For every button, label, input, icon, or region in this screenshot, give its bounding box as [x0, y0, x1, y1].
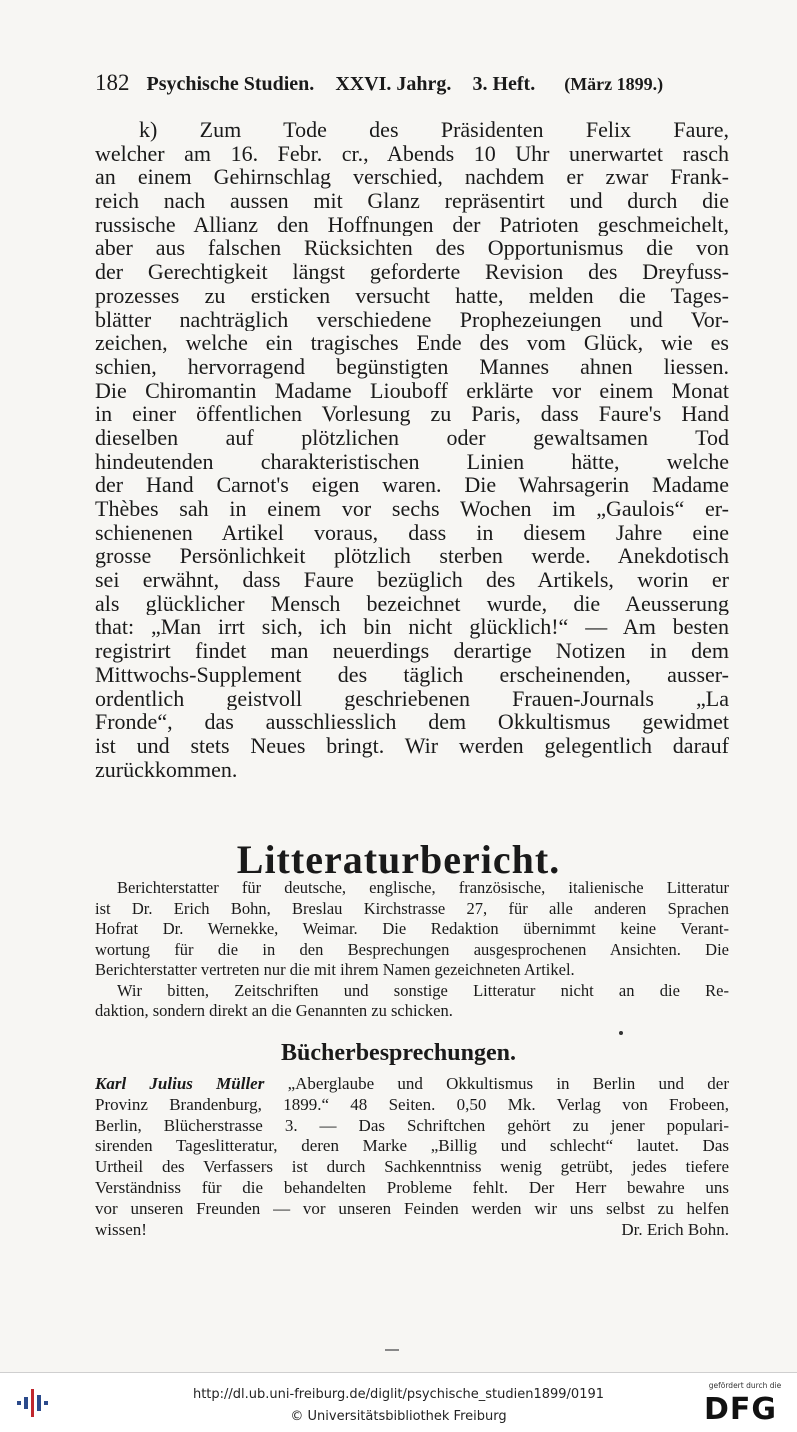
article-line: prozesses zu ersticken versucht hatte, melden die Tages-: [95, 283, 729, 308]
article-line: Fronde“, das ausschliesslich dem Okkultismus gewidmet: [95, 710, 729, 734]
funder-note: gefördert durch die: [708, 1381, 782, 1390]
page-number: 182: [95, 70, 130, 95]
review-line: Urtheil des Verfassers ist durch Sachkenntniss wenig getrübt, jedes tiefere: [95, 1157, 729, 1177]
article-line: der Hand Carnot's eigen waren. Die Wahrsagerin Madame: [95, 473, 729, 497]
review-line: [95, 1220, 729, 1241]
article-line: aber aus falschen Rücksichten des Opportunismus die von: [95, 236, 729, 261]
review-line: Verständniss für die behandelten Probleme fehlt. Der Herr bewahre uns: [95, 1177, 729, 1197]
article-line: hindeutenden charakteristischen Linien hätte, welche: [95, 449, 729, 474]
permalink[interactable]: http://dl.ub.uni-freiburg.de/diglit/psychische_studien1899/0191: [192, 1387, 605, 1402]
article-line: russische Allianz den Hoffnungen der Patrioten geschmeichelt,: [95, 212, 729, 237]
article-line: that: „Man irrt sich, ich bin nicht glücklich!“ — Am besten: [95, 615, 729, 640]
review-line: [95, 1074, 729, 1095]
issue: 3. Heft.: [472, 73, 536, 95]
subsection-title: Bücherbesprechungen.: [281, 1040, 516, 1066]
review-line: vor unseren Freunden — vor unseren Feinden werden wir uns selbst zu helfen: [95, 1198, 729, 1218]
article-line: Thèbes sah in einem vor sechs Wochen im „Gaulois“ er-: [95, 497, 729, 521]
note-line: wortung für die in den Besprechungen ausgesprochenen Ansichten. Die: [95, 939, 729, 959]
article-line: Die Chiromantin Madame Liouboff erklärte vor einem Monat: [95, 378, 729, 403]
article-line: Mittwochs-Supplement des täglich erscheinenden, ausser-: [95, 662, 729, 687]
section-title: Litteraturbericht.: [236, 837, 561, 882]
article-line: schienenen Artikel voraus, dass in diesem Jahre eine: [95, 520, 729, 545]
review-text: „Aberglaube und Okkultismus in Berlin und der: [287, 1074, 729, 1093]
article-line: ist und stets Neues bringt. Wir werden gelegentlich darauf: [95, 733, 729, 758]
editorial-note: [95, 878, 729, 1022]
review-signature: Dr. Erich Bohn.: [621, 1219, 729, 1239]
journal-title: Psychische Studien.: [146, 73, 315, 95]
article-line: welcher am 16. Febr. cr., Abends 10 Uhr unerwartet rasch: [95, 141, 729, 166]
article-line: zeichen, welche ein tragisches Ende des vom Glück, wie es: [95, 331, 729, 355]
note-line: ist Dr. Erich Bohn, Breslau Kirchstrasse 27, für alle anderen Sprachen: [95, 898, 729, 918]
volume: XXVI. Jahrg.: [335, 73, 452, 95]
note-line: Berichterstatter vertreten nur die mit ihrem Namen gezeichneten Artikel.: [95, 960, 575, 979]
running-header: [95, 70, 735, 110]
article-line: k) Zum Tode des Präsidenten Felix Faure,: [139, 118, 729, 142]
article-line: zurückkommen.: [95, 757, 238, 782]
review-line: Berlin, Blücherstrasse 3. — Das Schriftchen gehört zu jener populari-: [95, 1115, 729, 1135]
review-text: wissen!: [95, 1219, 147, 1239]
issue-date: (März 1899.): [564, 74, 664, 94]
note-line: Berichterstatter für deutsche, englische, französische, italienische Litteratur: [117, 878, 729, 897]
page-mark: [385, 1349, 399, 1351]
note-line: Hofrat Dr. Wernekke, Weimar. Die Redaktion übernimmt keine Verant-: [95, 919, 729, 938]
funder-logo-text: DFG: [704, 1392, 778, 1427]
article-line: schien, hervorragend begünstigten Mannes ahnen liessen.: [95, 354, 729, 379]
article-line: an einem Gehirnschlag verschied, nachdem er zwar Frank-: [95, 165, 729, 190]
note-line: Wir bitten, Zeitschriften und sonstige Litteratur nicht an die Re-: [117, 980, 729, 1000]
article-line: blätter nachträglich verschiedene Prophezeiungen und Vor-: [95, 307, 729, 332]
article-line: als glücklicher Mensch bezeichnet wurde, die Aeusserung: [95, 591, 729, 616]
article-line: in einer öffentlichen Vorlesung zu Paris, dass Faure's Hand: [95, 402, 729, 426]
book-review: [95, 1074, 729, 1240]
article-line: dieselben auf plötzlichen oder gewaltsamen Tod: [95, 425, 729, 450]
viewer-footer: [0, 1372, 797, 1432]
review-line: sirenden Tageslitteratur, deren Marke „Billig und schlecht“ lautet. Das: [95, 1136, 729, 1156]
article-line: der Gerechtigkeit längst geforderte Revision des Dreyfuss-: [95, 260, 729, 284]
copyright: © Universitätsbibliothek Freiburg: [290, 1409, 507, 1424]
article-line: grosse Persönlichkeit plötzlich sterben werde. Anekdotisch: [95, 544, 729, 569]
article-line: ordentlich geistvoll geschriebenen Frauen-Journals „La: [95, 686, 729, 711]
review-line: Provinz Brandenburg, 1899.“ 48 Seiten. 0,50 Mk. Verlag von Frobeen,: [95, 1094, 729, 1114]
review-author: Karl Julius Müller: [95, 1074, 265, 1093]
ink-speck: [619, 1031, 623, 1035]
article-line: registrirt findet man neuerdings derartige Notizen in dem: [95, 639, 729, 663]
article-body: [95, 118, 729, 781]
note-line: daktion, sondern direkt an die Genannten zu schicken.: [95, 1001, 453, 1020]
article-line: reich nach aussen mit Glanz repräsentirt und durch die: [95, 189, 729, 213]
dfg-logo-icon[interactable]: [700, 1381, 790, 1427]
article-line: sei erwähnt, dass Faure bezüglich des Artikels, worin er: [95, 568, 729, 592]
